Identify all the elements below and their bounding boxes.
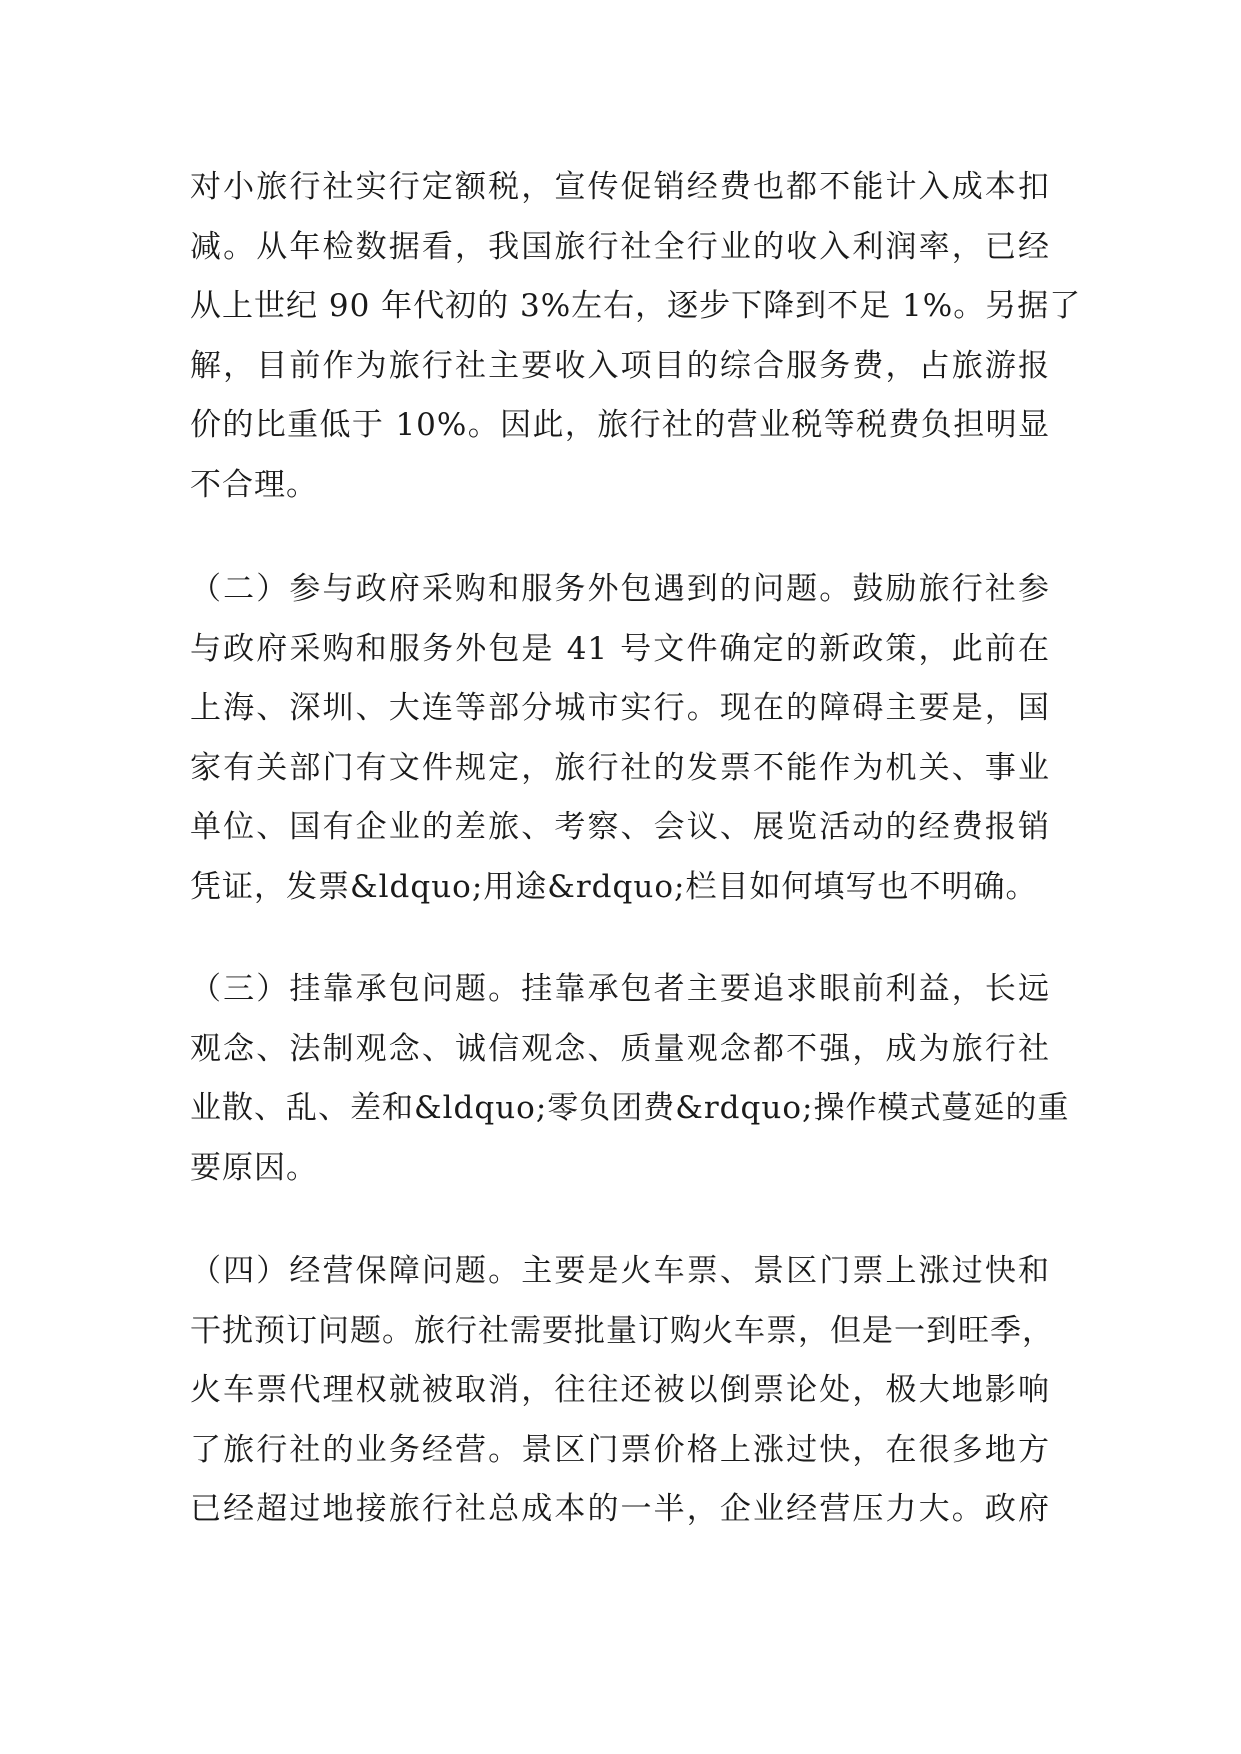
text-line: 单位、国有企业的差旅、考察、会议、展览活动的经费报销 xyxy=(190,809,1050,845)
paragraph-operation-guarantee xyxy=(190,1242,1054,1540)
text-line: 上海、深圳、大连等部分城市实行。现在的障碍主要是，国 xyxy=(190,690,1050,726)
text-line: 凭证，发票&ldquo;用途&rdquo;栏目如何填写也不明确。 xyxy=(190,868,1038,905)
text-line: 价的比重低于 10%。因此，旅行社的营业税等税费负担明显 xyxy=(190,407,1050,443)
text-line: 从上世纪 90 年代初的 3%左右，逐步下降到不足 1%。另据了 xyxy=(190,288,1082,324)
paragraph-government-procurement xyxy=(190,560,1050,917)
text-line: （三）挂靠承包问题。挂靠承包者主要追求眼前利益，长远 xyxy=(190,971,1050,1007)
text-line: 干扰预订问题。旅行社需要批量订购火车票，但是一到旺季， xyxy=(190,1312,1054,1349)
text-line: 已经超过地接旅行社总成本的一半，企业经营压力大。政府 xyxy=(190,1491,1050,1527)
text-line: 不合理。 xyxy=(190,466,318,503)
text-line: 业散、乱、差和&ldquo;零负团费&rdquo;操作模式蔓延的重 xyxy=(190,1090,1070,1126)
text-line: 了旅行社的业务经营。景区门票价格上涨过快，在很多地方 xyxy=(190,1431,1050,1468)
text-line: 解，目前作为旅行社主要收入项目的综合服务费，占旅游报 xyxy=(190,347,1050,384)
text-line: （四）经营保障问题。主要是火车票、景区门票上涨过快和 xyxy=(190,1253,1050,1289)
paragraph-affiliation-contracting xyxy=(190,960,1070,1198)
text-line: 家有关部门有文件规定，旅行社的发票不能作为机关、事业 xyxy=(190,749,1050,786)
text-line: （二）参与政府采购和服务外包遇到的问题。鼓励旅行社参 xyxy=(190,571,1050,607)
text-line: 减。从年检数据看，我国旅行社全行业的收入利润率，已经 xyxy=(190,228,1050,265)
text-line: 要原因。 xyxy=(190,1149,318,1186)
text-line: 火车票代理权就被取消，往往还被以倒票论处，极大地影响 xyxy=(190,1372,1050,1408)
text-line: 观念、法制观念、诚信观念、质量观念都不强，成为旅行社 xyxy=(190,1030,1050,1067)
text-line: 对小旅行社实行定额税，宣传促销经费也都不能计入成本扣 xyxy=(190,169,1050,205)
paragraph-tax-burden xyxy=(190,158,1082,515)
text-line: 与政府采购和服务外包是 41 号文件确定的新政策，此前在 xyxy=(190,630,1050,667)
